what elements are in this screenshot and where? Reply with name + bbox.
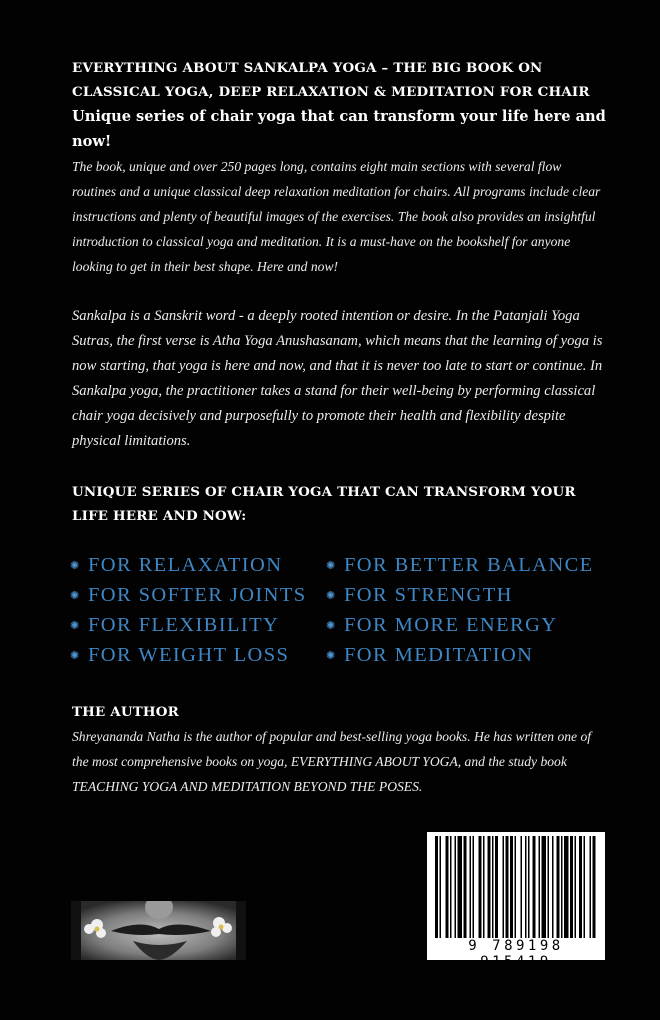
- benefit-item: ✺ FOR FLEXIBILITY: [70, 614, 280, 636]
- bullet-icon: ✺: [70, 620, 81, 632]
- benefit-item: ✺ FOR RELAXATION: [70, 554, 283, 576]
- barcode-digits: 9 789198 915419: [468, 938, 564, 970]
- bullet-icon: ✺: [326, 650, 337, 662]
- author-heading: THE AUTHOR: [72, 704, 179, 720]
- benefit-item: ✺ FOR WEIGHT LOSS: [70, 644, 290, 666]
- benefit-item: ✺ FOR SOFTER JOINTS: [70, 584, 307, 606]
- book-subtitle: Unique series of chair yoga that can transform your life here and now!: [72, 108, 606, 150]
- book-title-line-1: EVERYTHING ABOUT SANKALPA YOGA – THE BIG BOOK ON: [72, 60, 543, 76]
- benefit-item: ✺ FOR MEDITATION: [326, 644, 534, 666]
- sankalpa-paragraph: Sankalpa is a Sanskrit word - a deeply rooted intention or desire. In the Patanjali Yoga Sutras, the first verse is Atha Yoga Anushasanam, which means that the learning of yoga is now starting, that yoga is here and now, and that it is never too late to start or continue. In Sankalpa yoga, the practitioner takes a stand for their well-being by performing classical chair yoga decisively and purposefully to promote their health and flexibility despite physical limitations.: [72, 308, 603, 449]
- author-bio: Shreyananda Natha is the author of popular and best-selling yoga books. He has written one of the most comprehensive books on yoga, EVERYTHING ABOUT YOGA, and the study book TEACHING YOGA AND MEDITATION BEYOND THE POSES.: [72, 729, 592, 794]
- bullet-icon: ✺: [70, 590, 81, 602]
- bullet-icon: ✺: [326, 620, 337, 632]
- benefit-item: ✺ FOR BETTER BALANCE: [326, 554, 594, 576]
- author-photo: [71, 901, 246, 960]
- isbn-barcode: [427, 832, 605, 970]
- series-heading: UNIQUE SERIES OF CHAIR YOGA THAT CAN TRANSFORM YOUR LIFE HERE AND NOW:: [72, 484, 576, 524]
- benefit-item: ✺ FOR STRENGTH: [326, 584, 513, 606]
- intro-paragraph: The book, unique and over 250 pages long, contains eight main sections with several flow routines and a unique classical deep relaxation meditation for chairs. All programs include clear instructions and plenty of beautiful images of the exercises. The book also provides an insightful introduction to classical yoga and meditation. It is a must-have on the bookshelf for anyone looking to get in their best shape. Here and now!: [72, 159, 601, 274]
- bullet-icon: ✺: [70, 650, 81, 662]
- book-title-line-2: CLASSICAL YOGA, DEEP RELAXATION & MEDITATION FOR CHAIR: [72, 84, 590, 100]
- barcode-bars: [435, 836, 597, 938]
- bullet-icon: ✺: [70, 560, 81, 572]
- benefit-item: ✺ FOR MORE ENERGY: [326, 614, 558, 636]
- bullet-icon: ✺: [326, 590, 337, 602]
- bullet-icon: ✺: [326, 560, 337, 572]
